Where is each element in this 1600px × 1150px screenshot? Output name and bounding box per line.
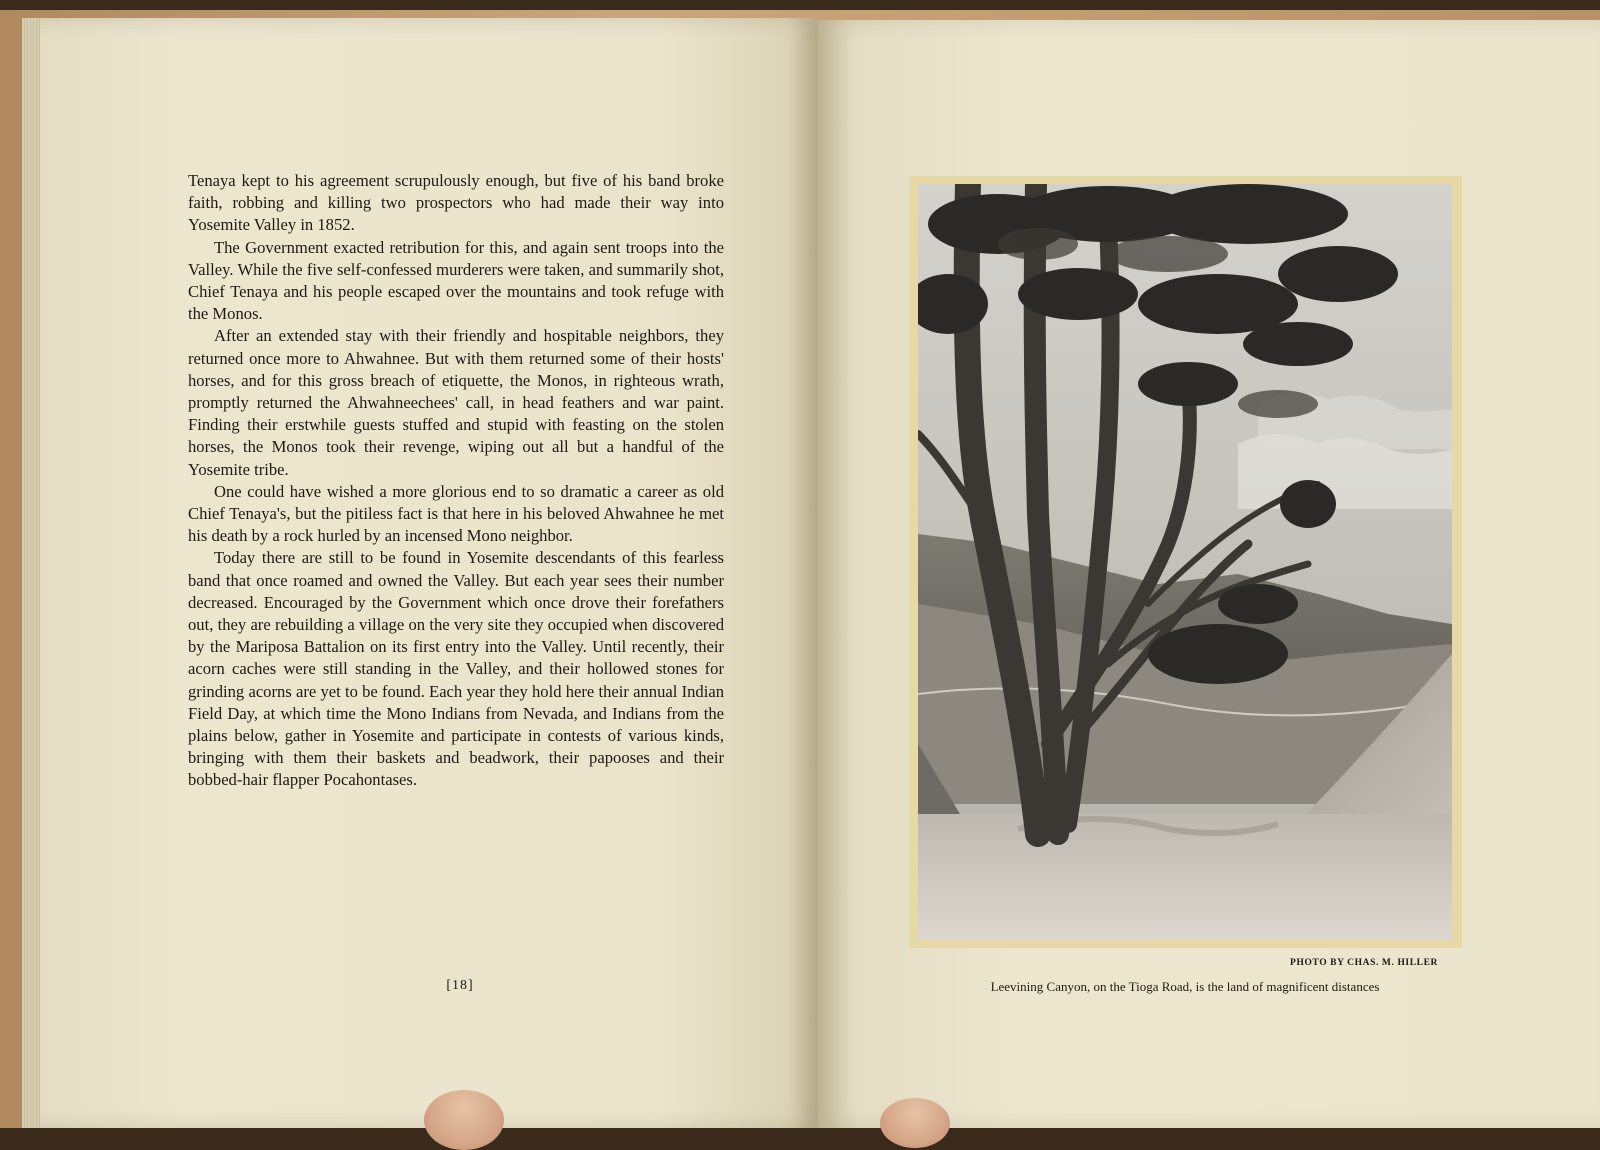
paragraph: Today there are still to be found in Yosemite descendants of this fearless band that once roamed and owned the Valley. But each year sees their number decreased. Encouraged by the Government which once drove their forefathers out, they are rebuilding a village on the very site they occupied when discovered by the Mariposa Battalion on its first entry into the Valley. Until recently, their acorn caches were still standing in the Valley, and their hollowed stones for grinding acorns are yet to be found. Each year they hold here their annual Indian Field Day, at which time the Mono Indians from Nevada, and Indians from the plains below, gather in Yosemite and participate in contests of various kinds, bringing with them their baskets and beadwork, their papooses and their bobbed-hair flapper Pocahontases.: [188, 548, 724, 790]
page-stack-edge: [22, 18, 40, 1128]
paragraph: After an extended stay with their friendly and hospitable neighbors, they returned once more to Ahwahnee. But with them returned some of their hosts' horses, and for this gross breach of etiquette, the Monos, in righteous wrath, promptly returned the Ahwahneechees' call, in head feathers and war paint. Finding their erstwhile guests stuffed and stupid with feasting on the stolen horses, the Monos took their revenge, wiping out all but a handful of the Yosemite tribe.: [188, 326, 724, 479]
body-text: [188, 170, 724, 792]
paragraph: One could have wished a more glorious end to so dramatic a career as old Chief Tenaya's, but the pitiless fact is that here in his beloved Ahwahnee he met his death by a rock hurled by an incensed Mono neighbor.: [188, 481, 724, 546]
photo-illustration: [918, 184, 1452, 940]
left-thumb: [424, 1090, 504, 1150]
canyon-tree-photo: [918, 184, 1452, 940]
photo-credit: PHOTO BY CHAS. M. HILLER: [1290, 958, 1438, 968]
paragraph: Tenaya kept to his agreement scrupulously enough, but five of his band broke faith, robbing and killing two prospectors who had made their way into Yosemite Valley in 1852.: [188, 171, 724, 235]
photo-caption: Leevining Canyon, on the Tioga Road, is the land of magnificent distances: [990, 979, 1380, 994]
page-number: [18]: [446, 978, 474, 993]
right-thumb: [880, 1098, 950, 1148]
paragraph: The Government exacted retribution for this, and again sent troops into the Valley. While the five self-confessed murderers were taken, and summarily shot, Chief Tenaya and his people escaped over the mountains and took refuge with the Monos.: [188, 237, 724, 324]
